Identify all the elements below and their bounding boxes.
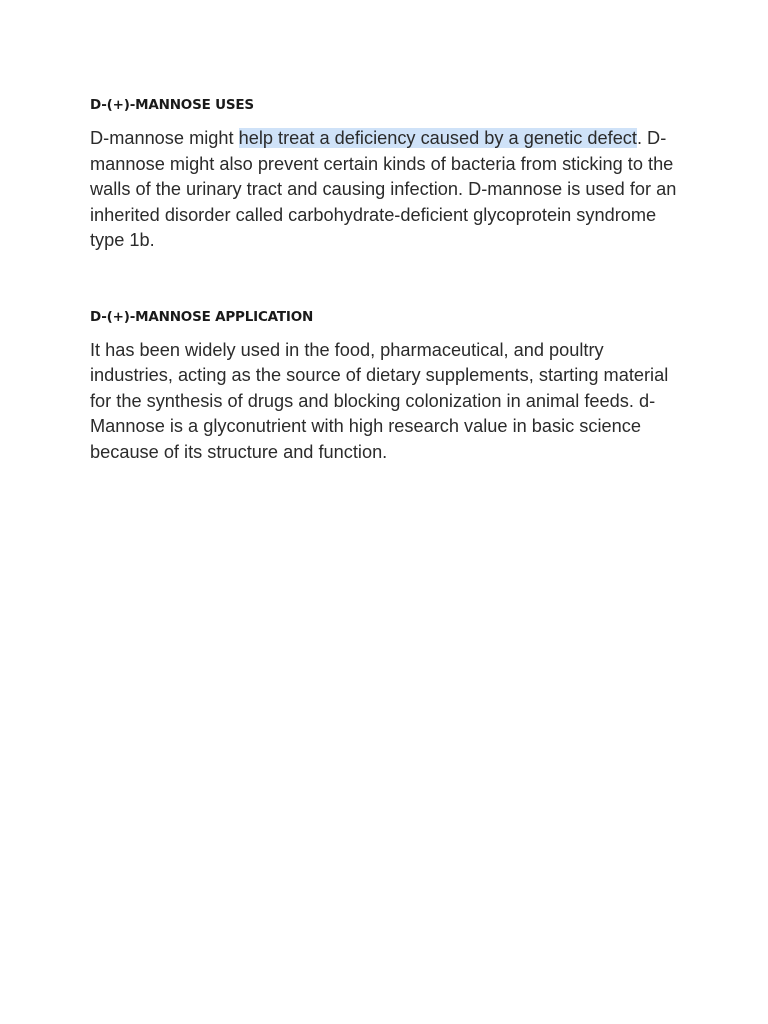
paragraph-text-rest: . D-mannose might also prevent certain kinds of bacteria from sticking to the walls of the urinary tract and causing infection. D-mannose is used for an inherited disorder called carbohydrate-deficient glycoprotein syndrome type 1b. xyxy=(90,128,677,250)
section-paragraph-uses[interactable] xyxy=(90,126,680,254)
section-heading-uses: D-(+)-MANNOSE USES xyxy=(90,97,254,113)
document-body xyxy=(90,96,680,465)
selected-text-highlight[interactable]: help treat a deficiency caused by a genetic defect xyxy=(238,128,637,148)
section-heading-application: D-(+)-MANNOSE APPLICATION xyxy=(90,308,314,325)
section-paragraph-application[interactable]: It has been widely used in the food, pharmaceutical, and poultry industries, acting as the source of dietary supplements, starting material for the synthesis of drugs and blocking colonization in animal feeds. d-Mannose is a glyconutrient with high research value in basic science because of its structure and function. xyxy=(90,339,669,462)
paragraph-text-lead: D-mannose might xyxy=(90,128,239,148)
